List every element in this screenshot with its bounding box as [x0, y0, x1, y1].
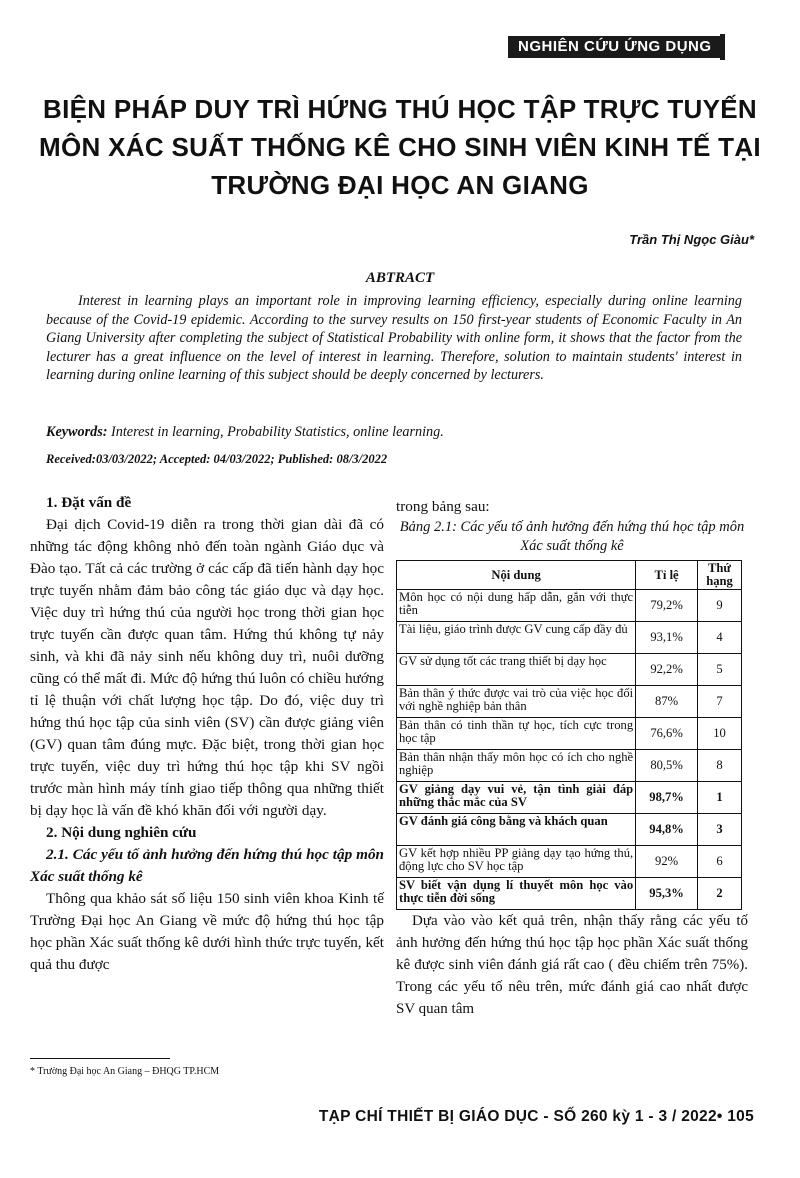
- table-row: [397, 846, 742, 878]
- paragraph-intro: Đại dịch Covid-19 diễn ra trong thời gian dài đã có những tác động không nhỏ đến toàn ngành Giáo dục và Đào tạo. Tất cả các trường ở các cấp đã tiến hành dạy học trực tuyến nhằm đảm bảo công tác giáo dục và dạy học. Việc duy trì hứng thú của người học trong thời gian học trực tuyến cần được quan tâm. Hứng thú không tự nảy sinh, và khi đã nảy sinh nếu không duy trì, nuôi dưỡng cũng có thể mất đi. Mức độ hứng thú luôn có chiều hướng tỉ lệ thuận với chất lượng học tập. Do đó, việc duy trì hứng thú học tập của sinh viên (SV) cần được giảng viên (GV) quan tâm đúng mực. Đặc biệt, trong thời gian học trực tuyến, việc duy trì hứng thú học tập khi SV ngồi trước màn hình máy tính giao tiếp thông qua những thiết bị dạy học là vấn đề khó khăn đối với người dạy.: [30, 516, 384, 819]
- factors-table: [396, 560, 742, 910]
- left-column: [30, 492, 384, 976]
- table-cell-content: GV đánh giá công bằng và khách quan: [397, 814, 636, 846]
- table-cell-rate: 92,2%: [636, 654, 698, 686]
- section-tag-bars: [720, 34, 734, 60]
- abstract-heading: ABTRACT: [365, 270, 435, 286]
- section-heading-1: 1. Đặt vấn đề: [46, 494, 132, 511]
- table-cell-rate: 92%: [636, 846, 698, 878]
- table-cell-rank: 10: [698, 718, 742, 750]
- journal-footer: TẠP CHÍ THIẾT BỊ GIÁO DỤC - SỐ 260 kỳ 1 - 3 / 2022• 105: [318, 1108, 754, 1125]
- article-dates: Received:03/03/2022; Accepted: 04/03/2022; Published: 08/3/2022: [46, 452, 388, 466]
- table-cell-content: SV biết vận dụng lí thuyết môn học vào thực tiễn đời sống: [397, 878, 636, 910]
- table-row: [397, 782, 742, 814]
- table-row: [397, 814, 742, 846]
- table-row: [397, 686, 742, 718]
- table-cell-content: Bản thân ý thức được vai trò của việc học đối với nghề nghiệp bản thân: [397, 686, 636, 718]
- table-row: [397, 718, 742, 750]
- table-row: [397, 590, 742, 622]
- paragraph-survey: Thông qua khảo sát số liệu 150 sinh viên khoa Kinh tế Trường Đại học An Giang về mức độ hứng thú học tập học phần Xác suất thống kê dưới hình thức trực tuyến, kết quả thu được: [30, 890, 384, 973]
- footnote-divider: [30, 1058, 170, 1059]
- table-cell-rank: 9: [698, 590, 742, 622]
- table-cell-content: Tài liệu, giáo trình được GV cung cấp đầy đủ: [397, 622, 636, 654]
- keywords-list: Interest in learning, Probability Statistics, online learning.: [107, 424, 444, 440]
- table-cell-rate: 93,1%: [636, 622, 698, 654]
- table-cell-rate: 76,6%: [636, 718, 698, 750]
- table-cell-rate: 80,5%: [636, 750, 698, 782]
- table-cell-content: GV sử dụng tốt các trang thiết bị dạy học: [397, 654, 636, 686]
- right-column: [396, 496, 748, 1020]
- table-cell-content: Bản thân nhận thấy môn học có ích cho nghề nghiệp: [397, 750, 636, 782]
- table-cell-rank: 3: [698, 814, 742, 846]
- keywords-label: Keywords:: [46, 424, 108, 440]
- table-header: Thứ hạng: [698, 561, 742, 590]
- keywords: [46, 424, 742, 441]
- article-title: BIỆN PHÁP DUY TRÌ HỨNG THÚ HỌC TẬP TRỰC TUYẾN MÔN XÁC SUẤT THỐNG KÊ CHO SINH VIÊN KINH TẾ TẠI TRƯỜNG ĐẠI HỌC AN GIANG: [39, 94, 761, 200]
- table-row: [397, 654, 742, 686]
- paragraph-results: Dựa vào vào kết quả trên, nhận thấy rằng các yếu tố ảnh hưởng đến hứng thú học tập học phần Xác suất thống kê được sinh viên đánh giá rất cao ( đều chiếm trên 75%). Trong các yếu tố nêu trên, mức đánh giá cao nhất được SV quan tâm: [396, 913, 748, 1017]
- table-cell-rate: 95,3%: [636, 878, 698, 910]
- table-cell-rank: 1: [698, 782, 742, 814]
- table-cell-rate: 94,8%: [636, 814, 698, 846]
- table-cell-rank: 5: [698, 654, 742, 686]
- table-cell-content: GV giảng dạy vui vẻ, tận tình giải đáp những thắc mắc của SV: [397, 782, 636, 814]
- table-cell-rank: 6: [698, 846, 742, 878]
- paragraph-continuation: trong bảng sau:: [396, 498, 490, 515]
- section-tag: NGHIÊN CỨU ỨNG DỤNG: [508, 36, 722, 58]
- table-cell-rank: 2: [698, 878, 742, 910]
- table-row: [397, 750, 742, 782]
- footnote: * Trường Đại học An Giang – ĐHQG TP.HCM: [30, 1066, 220, 1077]
- table-header: Nội dung: [397, 561, 636, 590]
- table-cell-content: Môn học có nội dung hấp dẫn, gắn với thực tiễn: [397, 590, 636, 622]
- abstract-text: Interest in learning plays an important role in improving learning efficiency, especially during online learning because of the Covid-19 epidemic. According to the survey results on 150 first-year students of Economic Faculty in An Giang University after completing the subject of Statistical Probability with online form, it shows that the factor from the lecturer has a great influence on the level of interest in learning. Therefore, solution to maintain students' interest in learning during online learning of this subject should be deeply concerned by lecturers.: [46, 293, 742, 384]
- table-caption: Bảng 2.1: Các yếu tố ảnh hưởng đến hứng thú học tập môn Xác suất thống kê: [399, 519, 745, 554]
- table-cell-rate: 79,2%: [636, 590, 698, 622]
- table-cell-rank: 4: [698, 622, 742, 654]
- author: Trần Thị Ngọc Giàu*: [629, 232, 754, 247]
- table-row: [397, 878, 742, 910]
- table-cell-rate: 98,7%: [636, 782, 698, 814]
- table-cell-content: GV kết hợp nhiều PP giảng dạy tạo hứng thú, động lực cho SV học tập: [397, 846, 636, 878]
- table-cell-rank: 8: [698, 750, 742, 782]
- table-header-row: [397, 561, 742, 590]
- table-row: [397, 622, 742, 654]
- table-cell-rank: 7: [698, 686, 742, 718]
- table-cell-content: Bản thân có tinh thần tự học, tích cực trong học tập: [397, 718, 636, 750]
- section-heading-2: 2. Nội dung nghiên cứu: [46, 824, 197, 841]
- subsection-heading-2-1: 2.1. Các yếu tố ảnh hưởng đến hứng thú học tập môn Xác suất thống kê: [30, 846, 384, 885]
- table-header: Tỉ lệ: [636, 561, 698, 590]
- table-cell-rate: 87%: [636, 686, 698, 718]
